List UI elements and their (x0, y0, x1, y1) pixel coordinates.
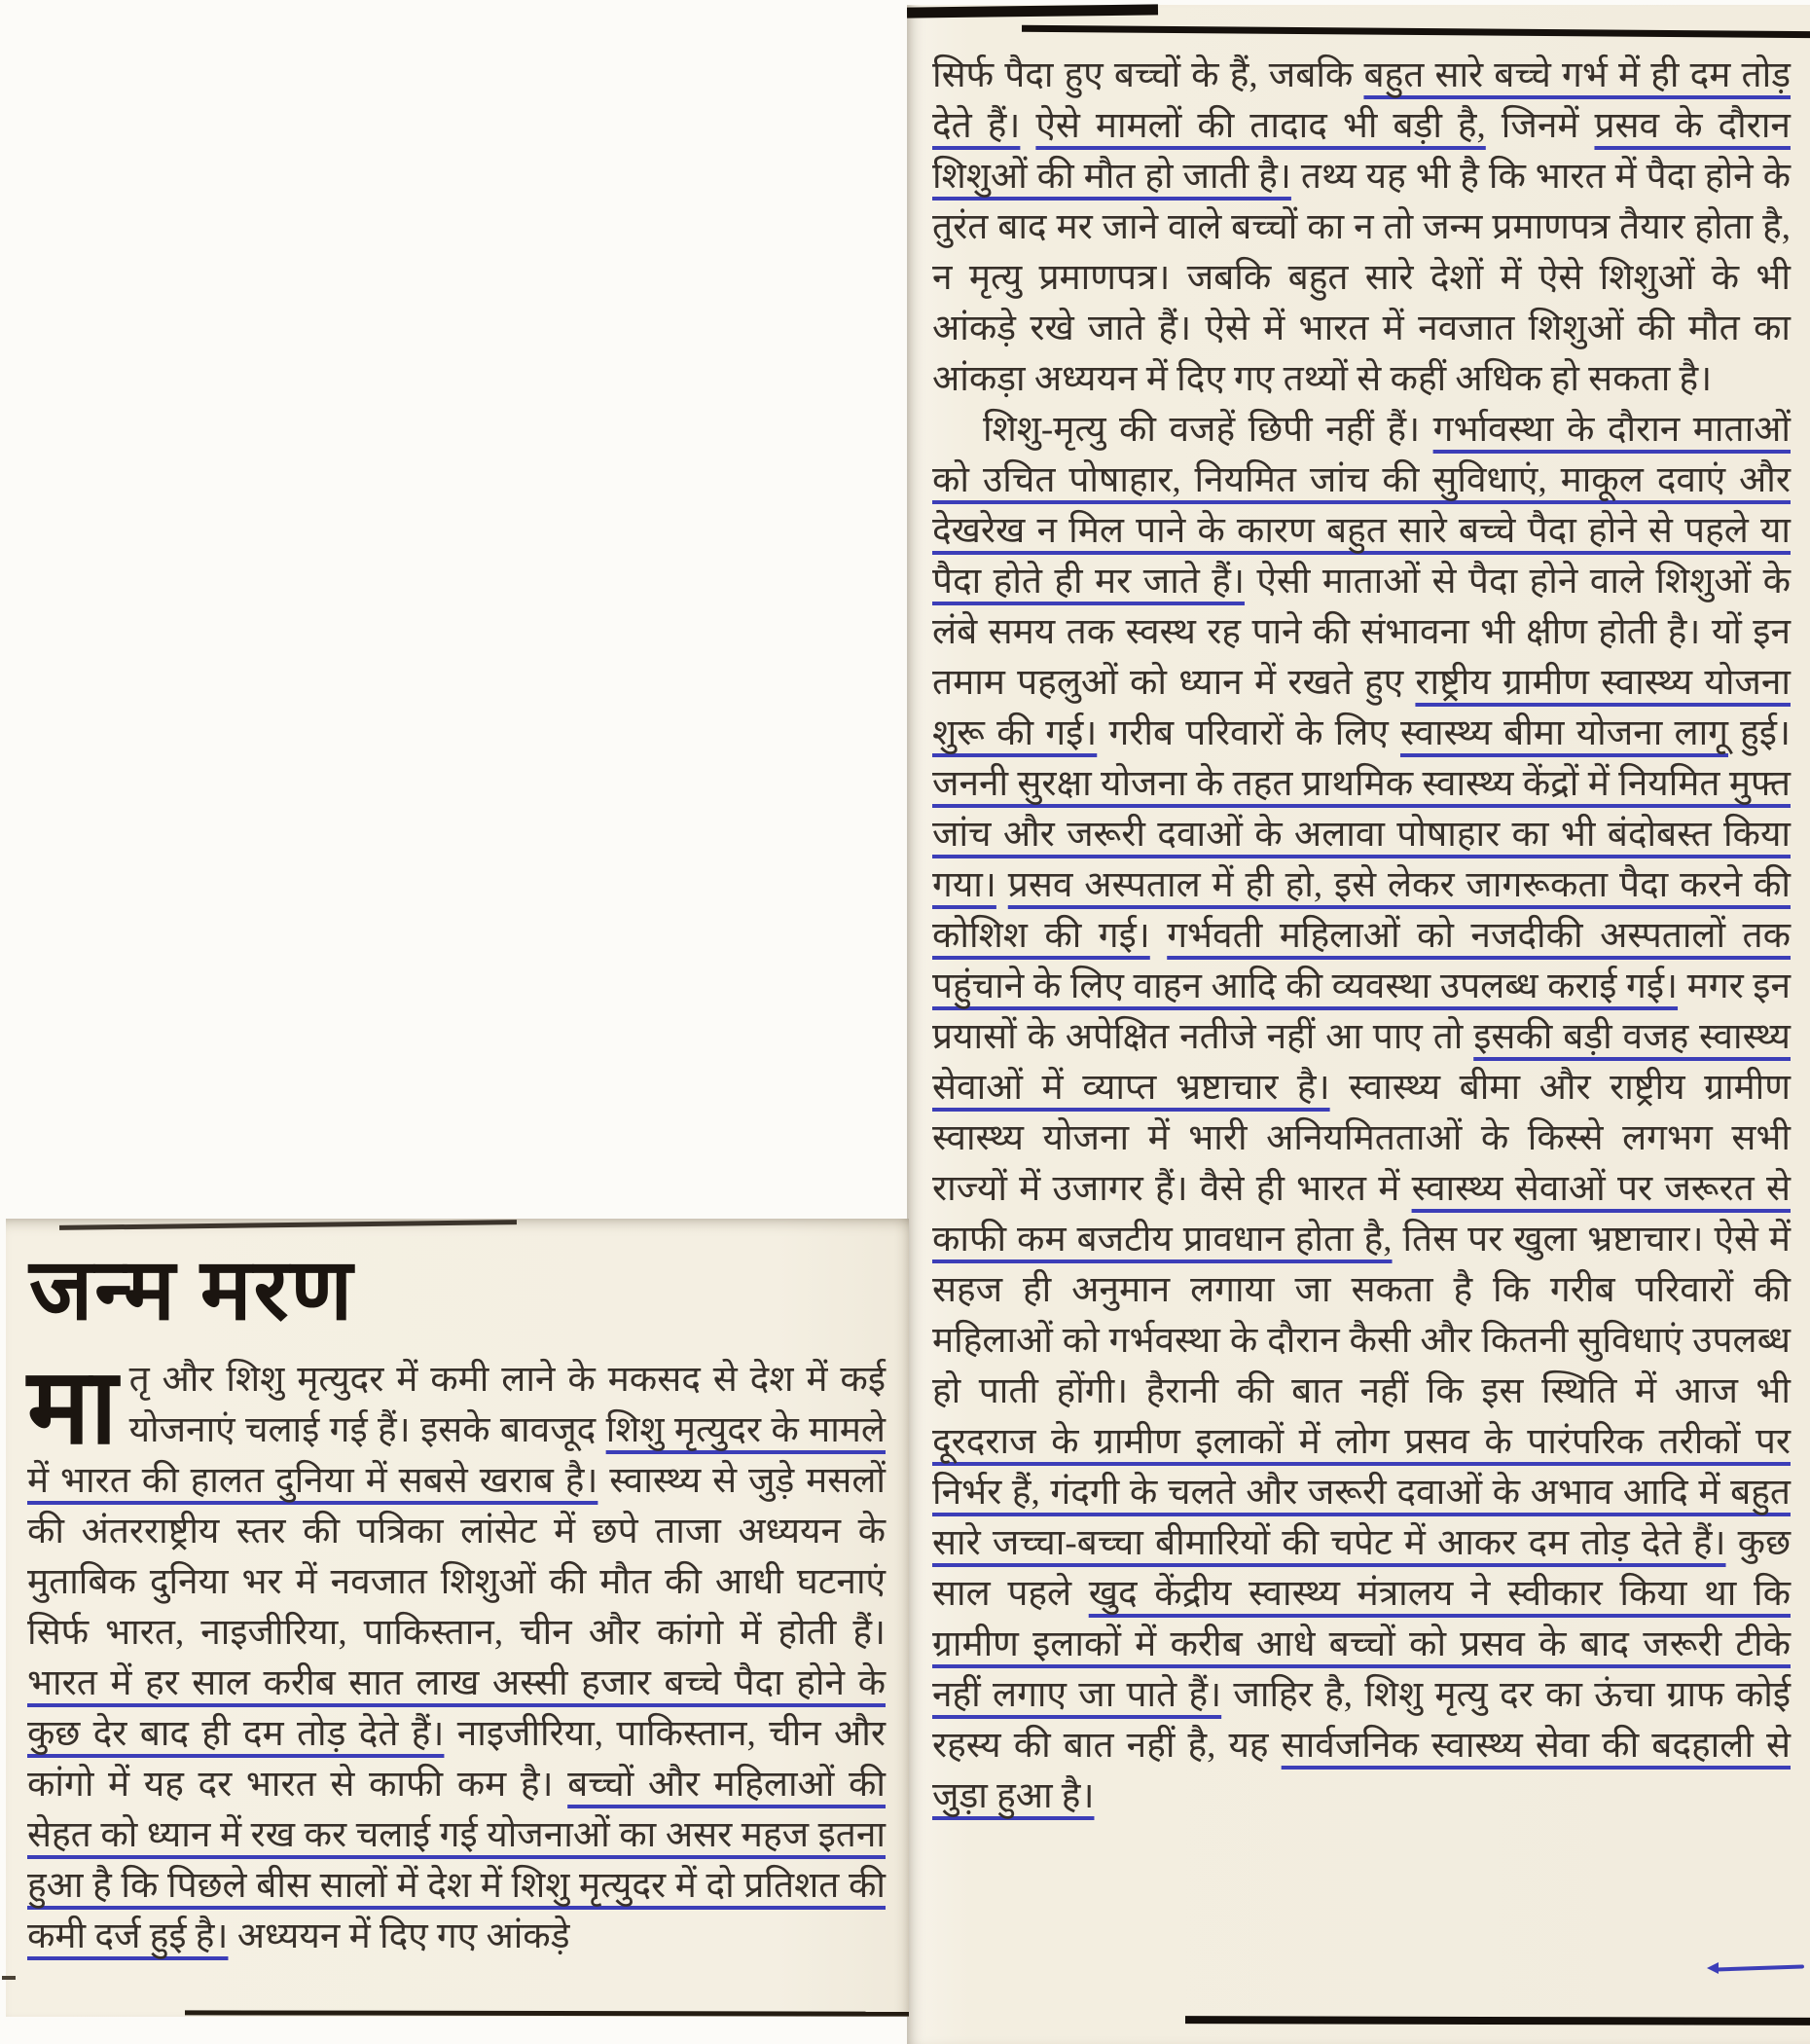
right-column-text (932, 51, 1791, 1822)
paragraph (932, 405, 1791, 1822)
pen-underlined-text: प्रसव के दौरान शिशुओं की मौत हो जाती है। (932, 106, 1791, 197)
clipping-top-edge (59, 1220, 517, 1230)
drop-cap: मा (27, 1349, 118, 1466)
pen-underlined-text: स्वास्थ्य बीमा योजना लागू (1399, 713, 1728, 753)
text-run: ऐसी माताओं से पैदा होने वाले शिशुओं के लंबे समय तक स्वस्थ रह पाने की संभावना भी क्षीण होती है। यों इन तमाम पहलुओं को ध्यान में रखते हुए (932, 562, 1791, 703)
text-run: तिस पर खुला भ्रष्टाचार। ऐसे में सहज ही अनुमान लगाया जा सकता है कि गरीब परिवारों की महिलाओं को गर्भवस्था के दौरान कैसी और कितनी सुविधाएं उपलब्ध हो पाती होंगी। हैरानी की बात नहीं कि इस स्थिति में आज भी (932, 1220, 1791, 1411)
pen-underlined-text: दूरदराज के ग्रामीण इलाकों में लोग प्रसव के पारंपरिक तरीकों पर निर्भर हैं, गंदगी के चलते और जरूरी दवाओं के अभाव आदि में बहुत सारे जच्चा-बच्चा बीमारियों की चपेट में आकर दम तोड़ देते हैं। (932, 1422, 1791, 1563)
text-run: तथ्य यह भी है कि भारत में पैदा होने के तुरंत बाद मर जाने वाले बच्चों का न तो जन्म प्रमाणपत्र तैयार होता है, न मृत्यु प्रमाणपत्र। जबकि बहुत सारे देशों में ऐसे शिशुओं के भी आंकड़े रखे जाते हैं। ऐसे में भारत में नवजात शिशुओं की मौत का आंकड़ा अध्ययन में दिए गए तथ्यों से कहीं अधिक हो सकता है। (932, 157, 1791, 399)
pen-underlined-text: खुद केंद्रीय स्वास्थ्य मंत्रालय ने स्वीकार किया था कि ग्रामीण इलाकों में करीब आधे बच्चों को प्रसव के बाद जरूरी टीके नहीं लगाए जा पाते हैं। (932, 1574, 1791, 1715)
pen-underlined-text: भारत में हर साल करीब सात लाख अस्सी हजार बच्चे पैदा होने के कुछ देर बाद ही दम तोड़ देते हैं। (27, 1662, 886, 1754)
text-run: शिशु-मृत्यु की वजहें छिपी नहीं हैं। (983, 410, 1433, 450)
left-body-runs (27, 1349, 886, 1956)
pen-underlined-text: गर्भावस्था के दौरान माताओं को उचित पोषाहार, नियमित जांच की सुविधाएं, माकूल दवाएं और देखरेख न मिल पाने के कारण बहुत सारे बच्चे पैदा होने से पहले या पैदा होते ही मर जाते हैं। (932, 410, 1791, 602)
pen-underlined-text: स्वास्थ्य सेवाओं पर जरूरत से काफी कम बजटीय प्रावधान होता है, (932, 1169, 1791, 1259)
text-run: कुछ साल पहले (932, 1523, 1792, 1614)
pen-underlined-text: गर्भवती महिलाओं को नजदीकी अस्पतालों तक पहुंचाने के लिए वाहन आदि की व्यवस्था उपलब्ध कराई गई। (932, 916, 1792, 1006)
article-headline: जन्म मरण (29, 1244, 355, 1338)
text-run: सिर्फ पैदा हुए बच्चों के हैं, जबकि (932, 55, 1364, 95)
clipping-top-edge (907, 4, 1158, 18)
pen-underlined-text: बहुत सारे बच्चे गर्भ में ही दम तोड़ देते हैं। (932, 55, 1791, 146)
text-run: गरीब परिवारों के लिए (1097, 713, 1400, 753)
text-run (1150, 916, 1167, 956)
clipping-edge-mark (2, 1976, 16, 1980)
left-body-text (27, 1349, 886, 1962)
pen-arrow-icon (1707, 1962, 1806, 1974)
clipping-top-edge (1022, 25, 1810, 38)
text-run (1020, 106, 1035, 146)
text-run (996, 865, 1008, 905)
right-clipping (907, 0, 1810, 2044)
pen-underlined-text: राष्ट्रीय ग्रामीण स्वास्थ्य योजना शुरू की गई। (932, 663, 1791, 753)
pen-underlined-text: प्रसव अस्पताल में ही हो, इसे लेकर जागरूकता पैदा करने की कोशिश की गई। (932, 865, 1792, 956)
text-run: स्वास्थ्य बीमा और राष्ट्रीय ग्रामीण स्वास्थ्य योजना में भारी अनियमितताओं के किस्से लगभग सभी राज्यों में उजागर हैं। वैसे ही भारत में (932, 1068, 1792, 1209)
text-run: स्वास्थ्य से जुड़े मसलों की अंतरराष्ट्रीय स्तर की पत्रिका लांसेट में छपे ताजा अध्ययन के मुताबिक दुनिया भर में नवजात शिशुओं की मौत की आधी घटनाएं सिर्फ भारत, नाइजीरिया, पाकिस्तान, चीन और कांगो में होती हैं। (27, 1460, 886, 1653)
text-run: मगर इन प्रयासों के अपेक्षित नतीजे नहीं आ पाए तो (932, 967, 1791, 1057)
left-clipping (6, 1219, 909, 2017)
text-run: हुई। (1727, 713, 1791, 753)
scan-gap (907, 0, 1810, 5)
clipping-bottom-rule (1185, 2016, 1810, 2026)
pen-underlined-text: बच्चों और महिलाओं की सेहत को ध्यान में रख कर चलाई गई योजनाओं का असर महज इतना हुआ है कि पिछले बीस सालों में देश में शिशु मृत्युदर में दो प्रतिशत की कमी दर्ज हुई है। (27, 1764, 886, 1956)
pen-underlined-text: जननी सुरक्षा योजना के तहत प्राथमिक स्वास्थ्य केंद्रों में नियमित मुफ्त जांच और जरूरी दवाओं के अलावा पोषाहार का भी बंदोबस्त किया गया। (932, 764, 1791, 905)
pen-underlined-text: सार्वजनिक स्वास्थ्य सेवा की बदहाली से जुड़ा हुआ है। (932, 1726, 1792, 1816)
pen-underlined-text: इसकी बड़ी वजह स्वास्थ्य सेवाओं में व्याप्त भ्रष्टाचार है। (932, 1017, 1791, 1108)
text-run: अध्ययन में दिए गए आंकड़े (228, 1916, 570, 1956)
arrow-shaft (1715, 1964, 1804, 1971)
paragraph (932, 51, 1791, 405)
pen-underlined-text: शिशु मृत्युदर के मामले में भारत की हालत दुनिया में सबसे खराब है। (27, 1409, 886, 1501)
text-run: जाहिर है, शिशु मृत्यु दर का ऊंचा ग्राफ कोई रहस्य की बात नहीं है, यह (932, 1675, 1792, 1766)
pen-underlined-text: ऐसे मामलों की तादाद भी बड़ी है, (1035, 106, 1486, 146)
text-run: नाइजीरिया, पाकिस्तान, चीन और कांगो में यह दर भारत से काफी कम है। (27, 1713, 886, 1805)
text-run: जिनमें (1485, 106, 1595, 146)
text-run: तृ और शिशु मृत्युदर में कमी लाने के मकसद से देश में कई योजनाएं चलाई गई हैं। इसके बावजूद (128, 1359, 886, 1450)
